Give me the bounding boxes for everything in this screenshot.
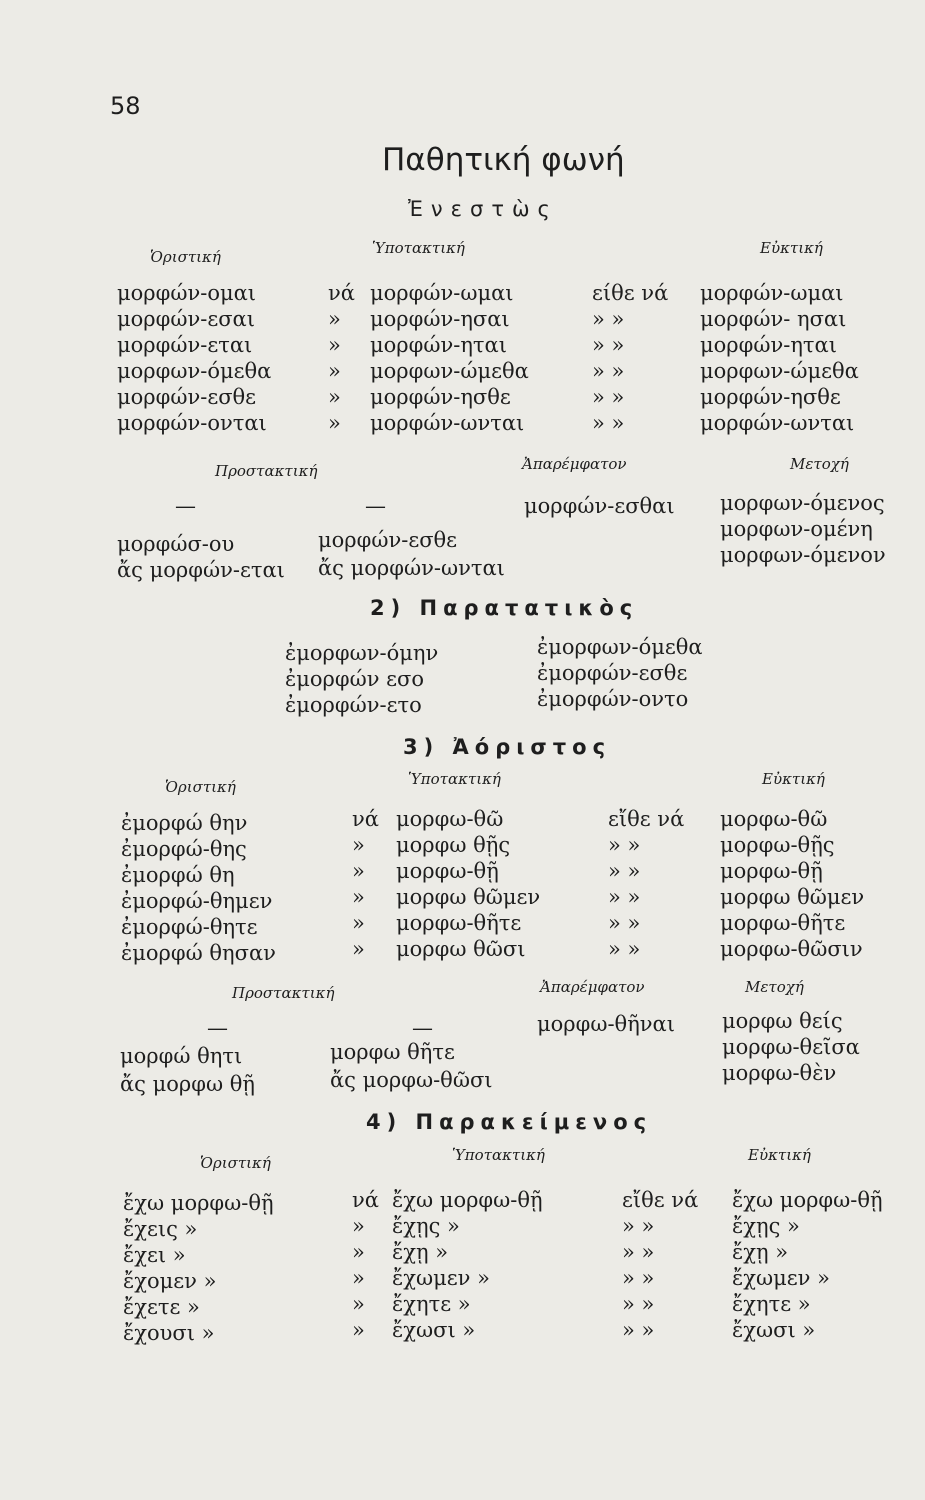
- verb-form: ἔχητε »: [392, 1292, 471, 1316]
- verb-form: μορφω θῶμεν: [720, 885, 865, 909]
- verb-form: μορφών-ωνται: [370, 411, 525, 435]
- particle: »: [328, 359, 341, 383]
- perfect-optative-particles: [622, 1187, 698, 1343]
- imperative-form: ἄς μορφω-θῶσι: [330, 1068, 493, 1092]
- perfect-indicative-column: [123, 1190, 274, 1346]
- particle: » »: [592, 385, 625, 409]
- verb-form: ἐμορφων-όμεθα: [537, 635, 703, 659]
- imperfect-heading: 2) Παρατατικὸς: [370, 596, 639, 620]
- verb-form: μορφων-ώμεθα: [370, 359, 529, 383]
- verb-form: ἔχῃ »: [732, 1240, 789, 1264]
- verb-form: μορφω-θῇ: [720, 859, 823, 883]
- particle: »: [352, 911, 365, 935]
- present-subjunctive-particles: [328, 280, 355, 436]
- perfect-subjunctive-label: Ὑποτακτική: [452, 1146, 545, 1164]
- verb-form: ἐμορφων-όμην: [285, 641, 439, 665]
- particle: »: [352, 1214, 365, 1238]
- imperfect-left-column: [285, 640, 438, 718]
- verb-form: ἐμορφών-εσθε: [537, 661, 688, 685]
- verb-form: ἐμορφώ-θημεν: [121, 889, 273, 913]
- particle: »: [352, 885, 365, 909]
- participle-form: μορφων-όμενον: [720, 543, 886, 567]
- particle: »: [328, 333, 341, 357]
- verb-form: μορφω-θῇ: [396, 859, 499, 883]
- verb-form: ἐμορφώ θησαν: [121, 941, 276, 965]
- verb-form: ἔχῃς »: [732, 1214, 800, 1238]
- imperative-form: μορφώσ-ου: [117, 532, 235, 556]
- particle: »: [352, 1240, 365, 1264]
- particle: » »: [622, 1214, 655, 1238]
- perfect-indicative-label: Ὁριστική: [200, 1154, 271, 1172]
- particle: » »: [592, 307, 625, 331]
- participle-form: μορφων-όμενος: [720, 491, 885, 515]
- verb-form: μορφών-ωνται: [700, 411, 855, 435]
- verb-form: ἔχωμεν »: [732, 1266, 830, 1290]
- verb-form: ἔχωσι »: [732, 1318, 816, 1342]
- participle-form: μορφων-ομένη: [720, 517, 873, 541]
- present-indicative-column: [117, 280, 271, 436]
- verb-form: ἔχητε »: [732, 1292, 811, 1316]
- aorist-infinitive-label: Ἀπαρέμφατον: [540, 978, 645, 996]
- verb-form: ἐμορφώ-θης: [121, 837, 247, 861]
- present-subjunctive-column: [370, 280, 529, 436]
- verb-form: μορφών-ησθε: [700, 385, 841, 409]
- participle-form: μορφω-θεῖσα: [722, 1035, 860, 1059]
- present-imperative-label: Προστακτική: [215, 462, 318, 480]
- verb-form: μορφών-ωμαι: [370, 281, 514, 305]
- aorist-imperative-label: Προστακτική: [232, 984, 335, 1002]
- imperative-form: μορφω θῆτε: [330, 1040, 455, 1064]
- verb-form: ἔχετε »: [123, 1295, 200, 1319]
- verb-form: μορφω θῶσι: [396, 937, 526, 961]
- imperative-form: ἄς μορφών-εται: [117, 558, 285, 582]
- particle: »: [328, 411, 341, 435]
- verb-form: μορφών-ησθε: [370, 385, 511, 409]
- particle: » »: [592, 359, 625, 383]
- verb-form: ἔχῃς »: [392, 1214, 460, 1238]
- verb-form: μορφων-όμεθα: [117, 359, 272, 383]
- verb-form: μορφω-θῶ: [720, 807, 828, 831]
- imperative-form: μορφώ θητι: [120, 1044, 243, 1068]
- verb-form: μορφών-εσθε: [117, 385, 257, 409]
- verb-form: ἔχεις »: [123, 1217, 198, 1241]
- present-optative-particles: [592, 280, 668, 436]
- aorist-participle-label: Μετοχή: [745, 978, 804, 996]
- present-subjunctive-label: Ὑποτακτική: [372, 239, 465, 257]
- aorist-optative-column: [720, 806, 864, 962]
- verb-form: μορφω-θῶσιν: [720, 937, 863, 961]
- verb-form: μορφών- ησαι: [700, 307, 847, 331]
- verb-form: ἐμορφώ-θητε: [121, 915, 258, 939]
- verb-form: μορφω-θῶ: [396, 807, 504, 831]
- particle: » »: [622, 1266, 655, 1290]
- aorist-participle-column: [722, 1008, 860, 1086]
- verb-form: ἐμορφών-ετο: [285, 693, 422, 717]
- verb-form: μορφων-ώμεθα: [700, 359, 859, 383]
- particle: »: [352, 833, 365, 857]
- aorist-indicative-column: [121, 810, 276, 966]
- verb-form: ἔχωμεν »: [392, 1266, 490, 1290]
- verb-form: ἐμορφώ θην: [121, 811, 248, 835]
- aorist-heading: 3) Ἀόριστος: [403, 735, 612, 759]
- verb-form: ἔχουσι »: [123, 1321, 215, 1345]
- particle: »: [352, 1266, 365, 1290]
- verb-form: ἔχομεν »: [123, 1269, 217, 1293]
- particle: » »: [592, 333, 625, 357]
- imperative-form: μορφών-εσθε: [318, 528, 458, 552]
- aorist-optative-particles: [608, 806, 684, 962]
- particle: είθε νά: [592, 281, 669, 305]
- particle: »: [328, 385, 341, 409]
- imperative-form: ἄς μορφω θῇ: [120, 1072, 255, 1096]
- verb-form: μορφω-θῆτε: [720, 911, 846, 935]
- perfect-subjunctive-column: [392, 1187, 543, 1343]
- present-indicative-label: Ὁριστική: [150, 248, 221, 266]
- verb-form: ἐμορφών-οντο: [537, 687, 689, 711]
- perfect-optative-column: [732, 1187, 883, 1343]
- perfect-subjunctive-particles: [352, 1187, 379, 1343]
- verb-form: ἔχω μορφω-θῇ: [392, 1188, 543, 1212]
- aorist-subjunctive-label: Ὑποτακτική: [408, 770, 501, 788]
- infinitive-form: μορφω-θῆναι: [537, 1012, 675, 1036]
- particle: νά: [352, 807, 379, 831]
- particle: » »: [608, 885, 641, 909]
- particle: » »: [608, 833, 641, 857]
- verb-form: μορφών-ησαι: [370, 307, 510, 331]
- particle: » »: [622, 1318, 655, 1342]
- particle: » »: [608, 937, 641, 961]
- verb-form: μορφών-ονται: [117, 411, 267, 435]
- verb-form: μορφω-θῇς: [720, 833, 835, 857]
- particle: »: [352, 1318, 365, 1342]
- particle: νά: [328, 281, 355, 305]
- page-title: Παθητική φωνή: [382, 142, 625, 178]
- perfect-optative-label: Εὐκτική: [748, 1146, 811, 1164]
- verb-form: μορφω θῶμεν: [396, 885, 541, 909]
- present-optative-label: Εὐκτική: [760, 239, 823, 257]
- present-infinitive-label: Ἀπαρέμφατον: [522, 455, 627, 473]
- verb-form: ἔχω μορφω-θῇ: [123, 1191, 274, 1215]
- particle: » »: [608, 911, 641, 935]
- perfect-heading: 4) Παρακείμενος: [366, 1110, 653, 1134]
- verb-form: ἔχωσι »: [392, 1318, 476, 1342]
- imperative-form: ἄς μορφών-ωνται: [318, 556, 505, 580]
- particle: »: [352, 859, 365, 883]
- particle: »: [352, 1292, 365, 1316]
- particle: » »: [608, 859, 641, 883]
- particle: »: [328, 307, 341, 331]
- particle: »: [352, 937, 365, 961]
- aorist-subjunctive-column: [396, 806, 540, 962]
- particle: εἴθε νά: [608, 807, 685, 831]
- present-heading: Ἐνεστὼς: [408, 197, 558, 221]
- particle: » »: [622, 1292, 655, 1316]
- participle-form: μορφω θείς: [722, 1009, 843, 1033]
- verb-form: μορφών-ηται: [700, 333, 837, 357]
- present-optative-column: [700, 280, 859, 436]
- verb-form: μορφών-εσαι: [117, 307, 255, 331]
- particle: εἴθε νά: [622, 1188, 699, 1212]
- verb-form: ἔχῃ »: [392, 1240, 449, 1264]
- particle: » »: [592, 411, 625, 435]
- verb-form: ἔχω μορφω-θῇ: [732, 1188, 883, 1212]
- imperative-dash: —: [175, 494, 196, 518]
- imperative-dash: —: [207, 1016, 228, 1040]
- aorist-optative-label: Εὐκτική: [762, 770, 825, 788]
- present-participle-column: [720, 490, 886, 568]
- verb-form: μορφών-ομαι: [117, 281, 257, 305]
- participle-form: μορφω-θὲν: [722, 1061, 837, 1085]
- aorist-indicative-label: Ὁριστική: [165, 778, 236, 796]
- verb-form: μορφω-θῆτε: [396, 911, 522, 935]
- aorist-subjunctive-particles: [352, 806, 379, 962]
- verb-form: ἐμορφώ θη: [121, 863, 235, 887]
- infinitive-form: μορφών-εσθαι: [524, 494, 675, 518]
- imperative-dash: —: [365, 494, 386, 518]
- verb-form: ἐμορφών εσο: [285, 667, 425, 691]
- imperfect-right-column: [537, 634, 703, 712]
- verb-form: ἔχει »: [123, 1243, 186, 1267]
- particle: νά: [352, 1188, 379, 1212]
- verb-form: μορφών-ηται: [370, 333, 507, 357]
- verb-form: μορφω θῇς: [396, 833, 511, 857]
- verb-form: μορφών-εται: [117, 333, 253, 357]
- present-participle-label: Μετοχή: [790, 455, 849, 473]
- imperative-dash: —: [412, 1016, 433, 1040]
- page-number: 58: [110, 92, 141, 120]
- particle: » »: [622, 1240, 655, 1264]
- verb-form: μορφών-ωμαι: [700, 281, 844, 305]
